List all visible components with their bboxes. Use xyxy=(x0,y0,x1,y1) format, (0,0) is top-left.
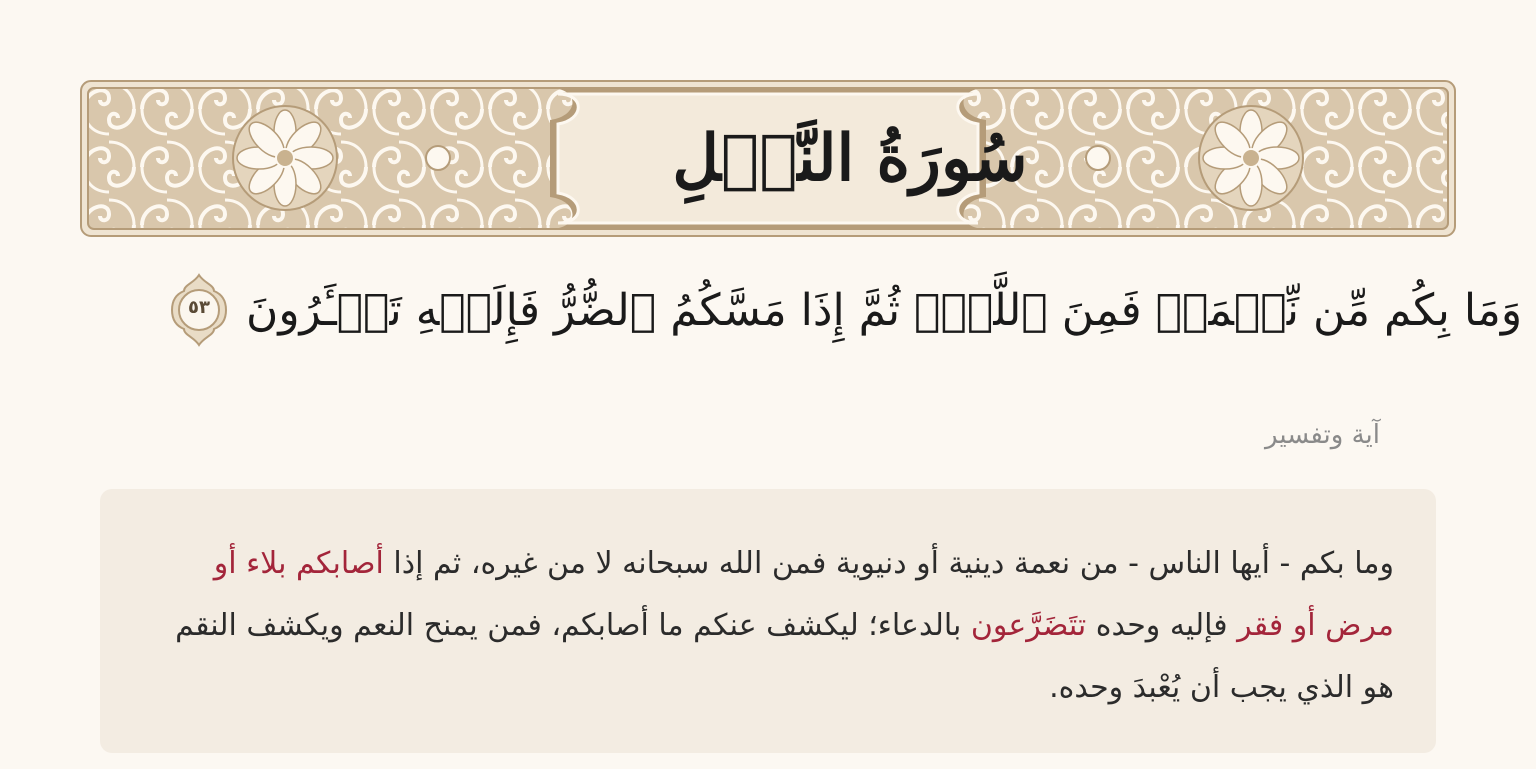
ayah-end-marker xyxy=(170,273,228,347)
ayah-number: ٥٣ xyxy=(188,297,210,318)
ayah-text: وَمَا بِكُم مِّن نِّعۡمَةٖ فَمِنَ ٱللَّهِۖ ثُمَّ إِذَا مَسَّكُمُ ٱلضُّرُّ فَإِلَيۡهِ تَجۡـَٔرُونَ xyxy=(246,284,1523,336)
tafsir-highlight: أصابكم بلاء أو مرض أو فقر xyxy=(213,546,1394,643)
ayah-line xyxy=(170,268,1523,352)
surah-title: سُورَةُ النَّحۡلِ xyxy=(672,121,1028,196)
surah-header-banner xyxy=(80,80,1456,237)
rosette-flower-icon xyxy=(1199,106,1303,210)
tafsir-segment: فإليه وحده xyxy=(1086,608,1238,643)
tafsir-card xyxy=(100,489,1436,753)
tafsir-segment: وما بكم - أيها الناس - من نعمة دينية أو دنيوية فمن الله سبحانه لا من غيره، ثم إذا xyxy=(383,546,1394,581)
section-label: آية وتفسير xyxy=(1265,420,1380,450)
tafsir-segment: بالدعاء؛ ليكشف عنكم ما أصابكم، فمن يمنح النعم ويكشف النقم هو الذي يجب أن يُعْبدَ وحده. xyxy=(175,608,1394,705)
tafsir-text xyxy=(142,533,1394,719)
rosette-flower-icon xyxy=(233,106,337,210)
tafsir-highlight: تتَضَرَّعون xyxy=(970,608,1087,643)
